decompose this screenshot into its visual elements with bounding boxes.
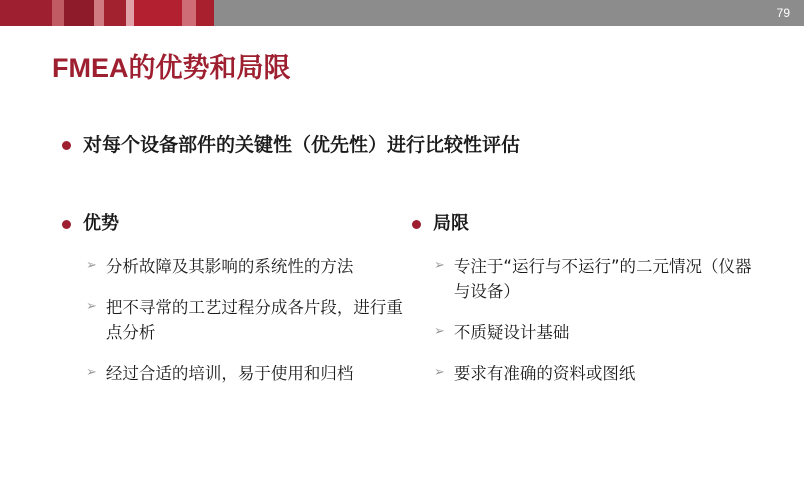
list-item: [86, 361, 412, 386]
list-item: [434, 254, 762, 304]
list-item-text: 把不寻常的工艺过程分成各片段，进行重点分析: [105, 298, 403, 342]
column-limitations-list: [412, 254, 762, 386]
list-item: [434, 361, 762, 386]
column-advantages-heading: [62, 212, 412, 236]
column-advantages-list: [62, 254, 412, 386]
slide-top-bar: [0, 0, 804, 26]
column-limitations: [412, 212, 762, 402]
topbar-color-block-8: [182, 0, 196, 26]
topbar-color-block-9: [196, 0, 214, 26]
list-item: [434, 320, 762, 345]
arrow-bullet-icon: ➢: [86, 299, 97, 314]
bullet-dot-icon: [412, 220, 421, 229]
lead-bullet-text: 对每个设备部件的关键性（优先性）进行比较性评估: [83, 134, 521, 156]
arrow-bullet-icon: ➢: [86, 258, 97, 273]
arrow-bullet-icon: ➢: [434, 258, 445, 273]
two-column-content: [62, 212, 762, 402]
page-title-latin: FMEA: [52, 53, 129, 83]
column-heading-text: 局限: [433, 213, 469, 234]
list-item-text: 要求有准确的资料或图纸: [453, 364, 636, 383]
topbar-color-block-4: [94, 0, 104, 26]
bullet-dot-icon: [62, 141, 71, 150]
arrow-bullet-icon: ➢: [86, 365, 97, 380]
bullet-dot-icon: [62, 220, 71, 229]
topbar-color-block-1: [0, 0, 52, 26]
arrow-bullet-icon: ➢: [434, 324, 445, 339]
lead-bullet-row: [62, 132, 520, 158]
list-item-text: 经过合适的培训，易于使用和归档: [105, 364, 354, 383]
topbar-color-block-3: [64, 0, 94, 26]
page-title: [52, 46, 291, 85]
topbar-color-block-7: [134, 0, 182, 26]
page-title-cjk: 的优势和局限: [128, 53, 291, 84]
list-item-text: 不质疑设计基础: [453, 323, 570, 342]
list-item: [86, 295, 412, 345]
topbar-color-block-2: [52, 0, 64, 26]
page-number: 79: [776, 6, 790, 20]
column-advantages: [62, 212, 412, 402]
list-item: [86, 254, 412, 279]
topbar-color-block-6: [126, 0, 134, 26]
list-item-text: 专注于“运行与不运行”的二元情况（仪器与设备）: [453, 257, 752, 301]
column-limitations-heading: [412, 212, 762, 236]
list-item-text: 分析故障及其影响的系统性的方法: [105, 257, 354, 276]
column-heading-text: 优势: [83, 213, 119, 234]
arrow-bullet-icon: ➢: [434, 365, 445, 380]
topbar-color-block-5: [104, 0, 126, 26]
